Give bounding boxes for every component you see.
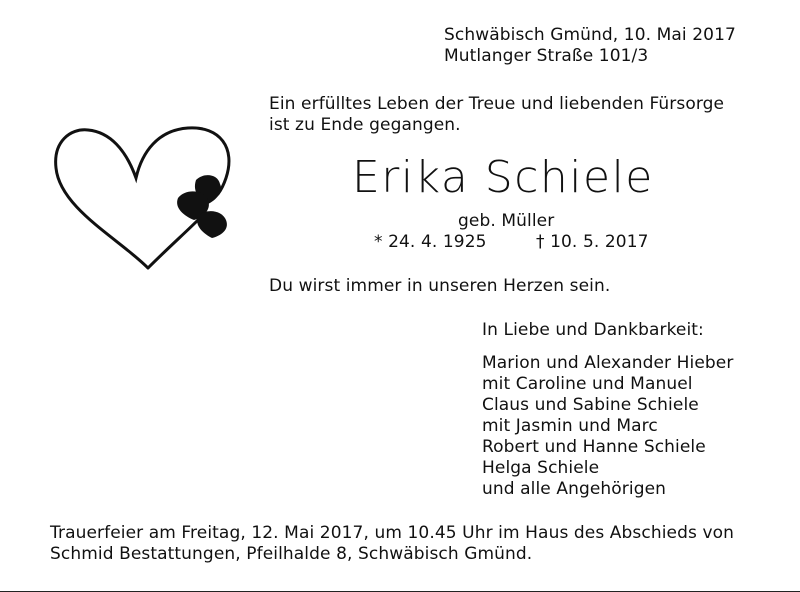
place-date: Schwäbisch Gmünd, 10. Mai 2017	[444, 25, 736, 45]
intro-line-2: ist zu Ende gegangen.	[269, 115, 461, 135]
funeral-line-1: Trauerfeier am Freitag, 12. Mai 2017, um 10.45 Uhr im Haus des Abschieds von	[50, 523, 734, 543]
mourner-line: Marion und Alexander Hieber	[482, 353, 734, 373]
mourner-line: Claus und Sabine Schiele	[482, 395, 699, 415]
address: Mutlanger Straße 101/3	[444, 46, 649, 66]
maiden-name: geb. Müller	[458, 211, 555, 231]
quote: Du wirst immer in unseren Herzen sein.	[269, 276, 611, 296]
intro-line-1: Ein erfülltes Leben der Treue und liebenden Fürsorge	[269, 94, 725, 114]
mourner-line: und alle Angehörigen	[482, 479, 667, 499]
heart-with-leaves-icon	[48, 120, 248, 280]
birth-date: * 24. 4. 1925	[374, 232, 487, 252]
death-date: † 10. 5. 2017	[536, 232, 649, 252]
funeral-line-2: Schmid Bestattungen, Pfeilhalde 8, Schwäbisch Gmünd.	[50, 544, 533, 564]
deceased-name: Erika Schiele	[352, 152, 654, 203]
mourners-heading: In Liebe und Dankbarkeit:	[482, 320, 704, 340]
mourner-line: Helga Schiele	[482, 458, 600, 478]
mourner-line: Robert und Hanne Schiele	[482, 437, 706, 457]
mourner-line: mit Jasmin und Marc	[482, 416, 658, 436]
mourner-line: mit Caroline und Manuel	[482, 374, 693, 394]
